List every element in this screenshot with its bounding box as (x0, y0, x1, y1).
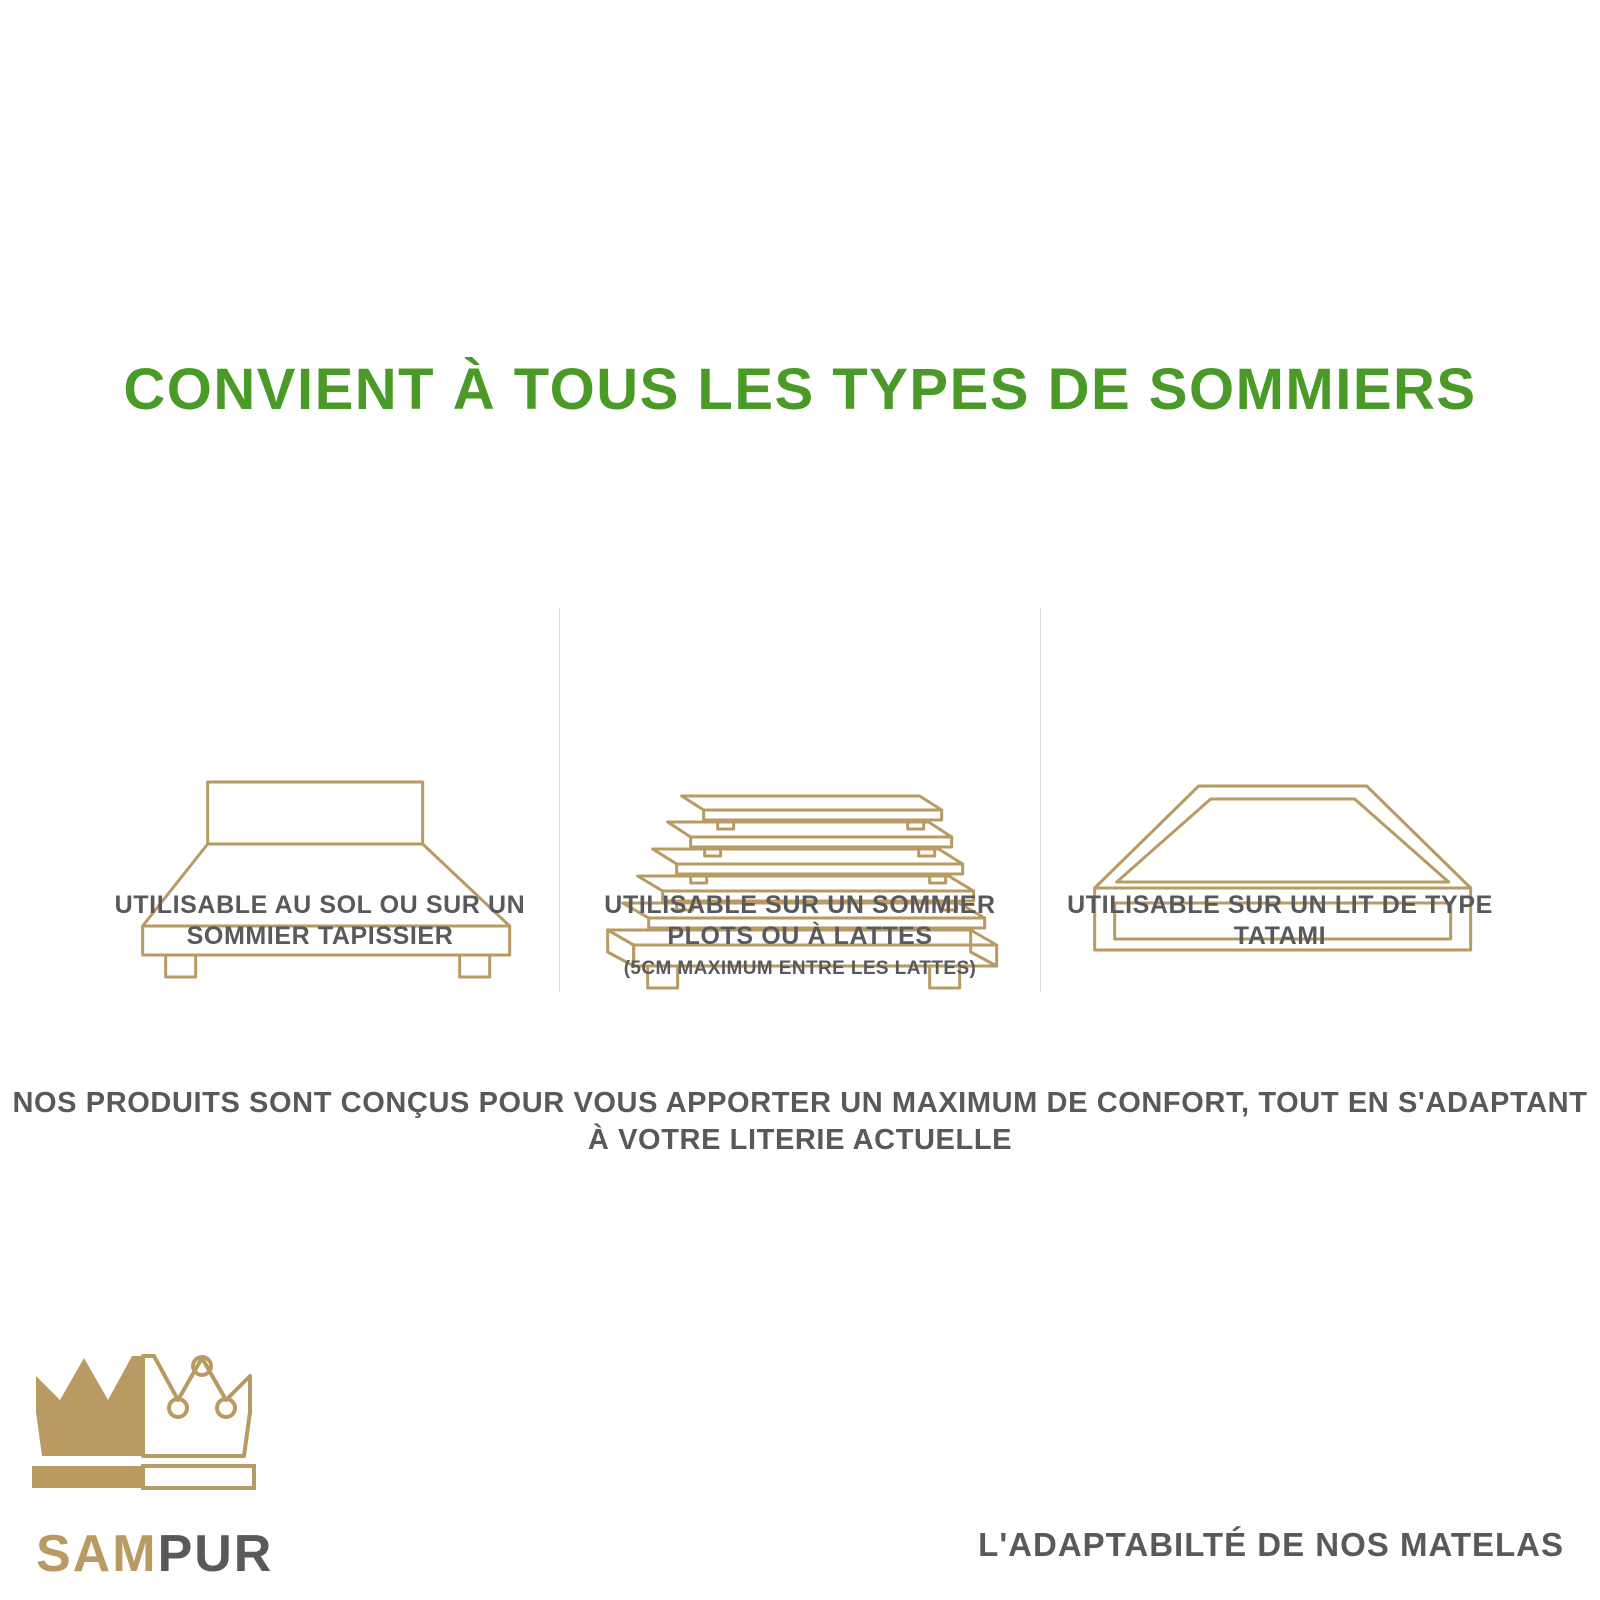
brand-wordmark-sam: SAM (36, 1525, 158, 1583)
page-title: CONVIENT À TOUS LES TYPES DE SOMMIERS (123, 357, 1477, 422)
brand-wordmark-pur: PUR (157, 1525, 274, 1583)
caption-cell-tatami (1040, 890, 1520, 980)
caption-row (80, 890, 1520, 980)
caption-label: UTILISABLE AU SOL OU SUR UN SOMMIER TAPISSIER (114, 891, 526, 951)
tagline: NOS PRODUITS SONT CONÇUS POUR VOUS APPORTER UN MAXIMUM DE CONFORT, TOUT EN S'ADAPTANT À VOTRE LITERIE ACTUELLE (12, 1087, 1588, 1157)
caption-cell-slatted (560, 890, 1040, 980)
caption-label: UTILISABLE SUR UN SOMMIER PLOTS OU À LATTES (604, 891, 996, 951)
brand-wordmark (36, 1525, 274, 1583)
crown-icon (28, 1316, 258, 1501)
caption-label: UTILISABLE SUR UN LIT DE TYPE TATAMI (1067, 891, 1493, 951)
brand-logo (18, 1316, 318, 1586)
footer (0, 1300, 1600, 1600)
caption-sublabel: (5CM MAXIMUM ENTRE LES LATTES) (623, 957, 977, 979)
footer-caption: L'ADAPTABILTÉ DE NOS MATELAS (978, 1526, 1564, 1563)
caption-cell-upholstered (80, 890, 560, 980)
